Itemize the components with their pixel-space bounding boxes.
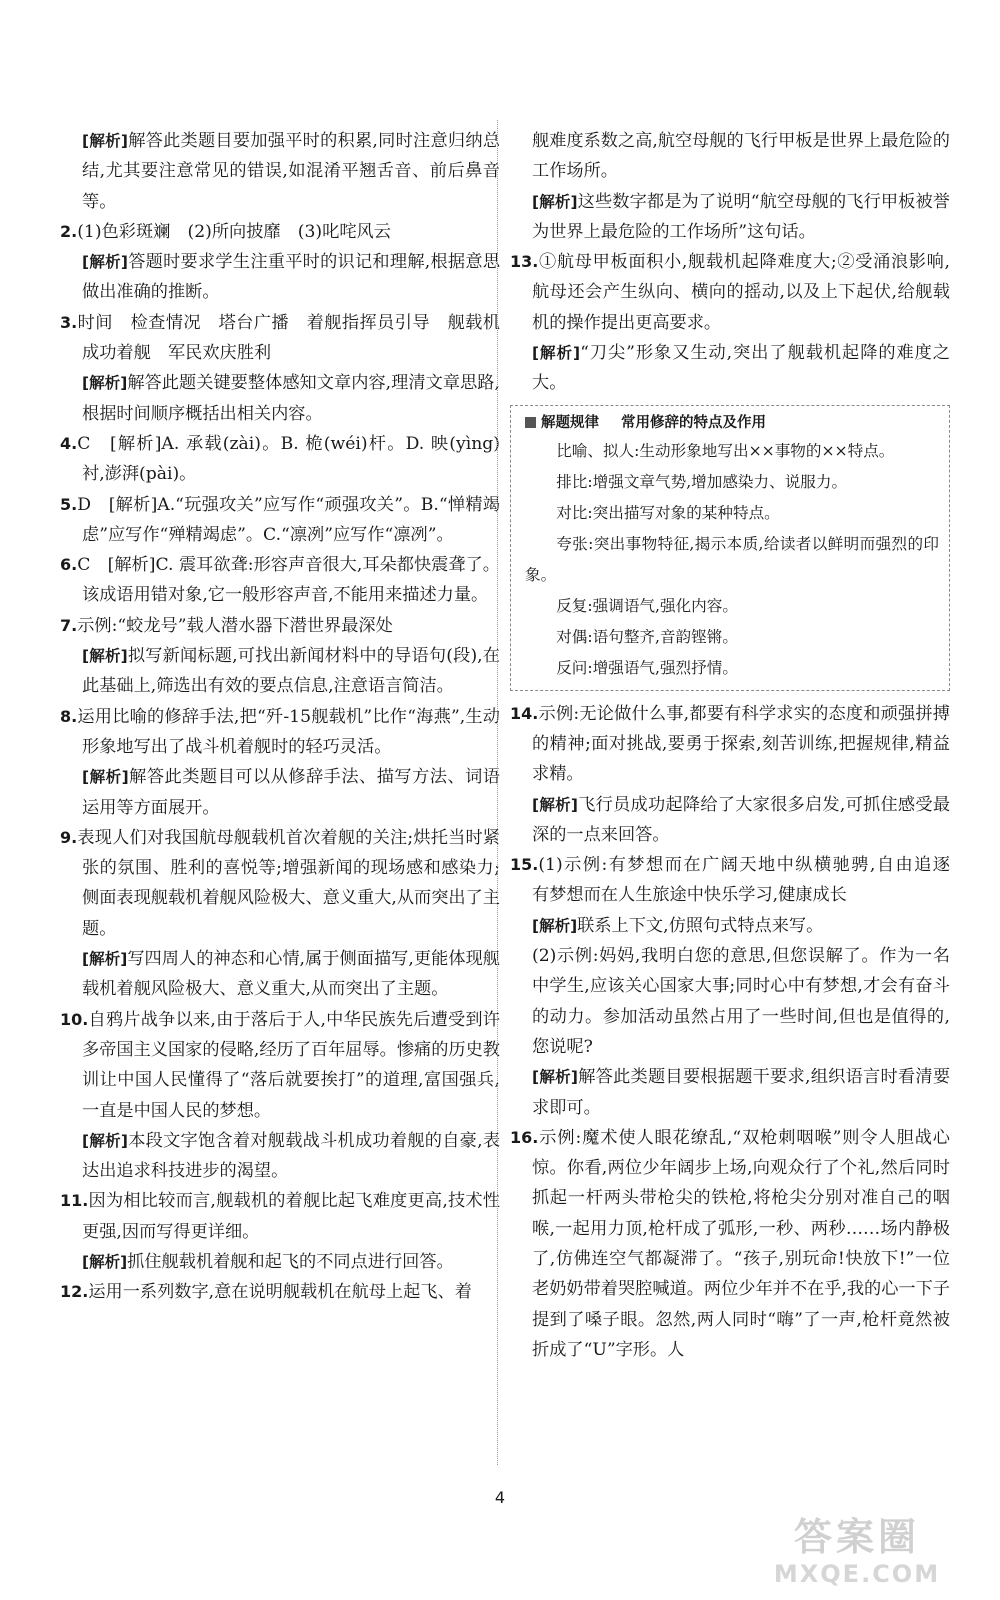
analysis-paragraph xyxy=(60,126,500,217)
tip-line: 排比:增强文章气势,增加感染力、说服力。 xyxy=(556,472,848,491)
watermark xyxy=(742,1514,972,1588)
right-column xyxy=(510,126,968,1365)
analysis-tag: [解析] xyxy=(82,1131,128,1150)
paragraph-text: C [解析]A. 承载(zài)。B. 桅(wéi)杆。D. 映(yìng)衬,澎湃(pài)。 xyxy=(77,433,500,485)
tip-box-title: 常用修辞的特点及作用 xyxy=(621,414,766,431)
question-number: 11. xyxy=(60,1191,89,1211)
analysis-paragraph xyxy=(60,762,500,823)
analysis-paragraph xyxy=(60,247,500,308)
analysis-tag: [解析] xyxy=(532,916,578,935)
paragraph-text: 运用一系列数字,意在说明舰载机在航母上起飞、着 xyxy=(88,1282,472,1303)
analysis-tag: [解析] xyxy=(82,1252,128,1271)
tip-line: 夸张:突出事物特征,揭示本质,给读者以鲜明而强烈的印象。 xyxy=(525,534,939,584)
paragraph-text: ①航母甲板面积小,舰载机起降难度大;②受涌浪影响,航母还会产生纵向、横向的摇动,以及上下起伏,给舰载机的操作提出更高要求。 xyxy=(532,252,950,333)
question-number: 7. xyxy=(60,615,78,635)
answer-item xyxy=(510,941,950,1062)
paragraph-text: 答题时要求学生注重平时的识记和理解,根据意思做出准确的推断。 xyxy=(82,252,501,303)
answer-item xyxy=(510,850,968,911)
analysis-paragraph xyxy=(510,1062,950,1123)
column-divider xyxy=(497,120,498,1465)
paragraph-text: 本段文字饱含着对舰载战斗机成功着舰的自豪,表达出追求科技进步的渴望。 xyxy=(82,1130,501,1182)
analysis-paragraph xyxy=(60,1247,500,1277)
answer-item xyxy=(60,1277,500,1307)
tip-box-label: 解题规律 xyxy=(541,414,599,431)
paragraph-text: 飞行员成功起降给了大家很多启发,可抓住感受最深的一点来回答。 xyxy=(532,794,951,845)
analysis-tag: [解析] xyxy=(82,132,128,150)
tip-line: 对偶:语句整齐,音韵铿锵。 xyxy=(556,627,738,646)
watermark-logo: 答案圈 xyxy=(793,1515,920,1559)
analysis-tag: [解析] xyxy=(82,253,128,272)
analysis-paragraph xyxy=(60,944,500,1005)
paragraph-text: (1)示例:有梦想而在广阔天地中纵横驰骋,自由追逐 有梦想而在人生旅途中快乐学习,健康成长 xyxy=(532,855,968,906)
paragraph-text: 解答此类题目要根据题干要求,组织语言时看清要求即可。 xyxy=(532,1067,951,1118)
paragraph-text: C [解析]C. 震耳欲聋:形容声音很大,耳朵都快震聋了。该成语用错对象,它一般形容声音,不能用来描述力量。 xyxy=(77,555,500,606)
paragraph-text: D [解析]A.“玩强攻关”应写作“顽强攻关”。B.“惮精竭虑”应写作“殚精竭虑”。C.“凛冽”应写作“凛冽”。 xyxy=(77,494,500,545)
answer-item xyxy=(60,217,500,247)
question-number: 2. xyxy=(60,221,78,241)
paragraph-text: 运用比喻的修辞手法,把“歼-15舰载机”比作“海燕”,生动形象地写出了战斗机着舰时的轻巧灵活。 xyxy=(77,706,500,757)
answer-item xyxy=(510,1123,950,1365)
answer-item xyxy=(60,550,500,611)
analysis-paragraph xyxy=(60,641,500,702)
tip-box-square-icon xyxy=(525,417,536,428)
analysis-paragraph xyxy=(510,911,950,941)
analysis-tag: [解析] xyxy=(532,192,578,211)
tip-box xyxy=(510,405,950,691)
answer-item xyxy=(60,429,500,490)
tip-line: 反复:强调语气,强化内容。 xyxy=(556,596,738,615)
watermark-url: MXQE.COM xyxy=(773,1560,941,1588)
answer-item xyxy=(60,611,500,641)
question-number: 16. xyxy=(510,1127,539,1147)
tip-line: 比喻、拟人:生动形象地写出××事物的××特点。 xyxy=(556,441,895,460)
tip-box-lines xyxy=(525,436,939,684)
analysis-tag: [解析] xyxy=(532,1068,578,1087)
paragraph-text: 自鸦片战争以来,由于落后于人,中华民族先后遭受到许多帝国主义国家的侵略,经历了百年屈辱。惨痛的历史教训让中国人民懂得了“落后就要挨打”的道理,富国强兵,一直是中国人民的梦想。 xyxy=(82,1009,500,1121)
analysis-tag: [解析] xyxy=(82,768,129,787)
question-number: 12. xyxy=(60,1282,89,1302)
analysis-tag: [解析] xyxy=(82,647,128,666)
paragraph-text: 示例:“蛟龙号”载人潜水器下潜世界最深处 xyxy=(77,615,393,636)
analysis-paragraph xyxy=(510,187,950,248)
right-column-bottom xyxy=(510,699,968,1366)
paragraph-text: 时间 检查情况 塔台广播 着舰指挥员引导 舰载机成功着舰 军民欢庆胜利 xyxy=(77,312,500,364)
analysis-tag: [解析] xyxy=(532,344,581,363)
analysis-tag: [解析] xyxy=(532,795,578,814)
answer-item xyxy=(60,490,500,551)
analysis-paragraph xyxy=(510,790,950,851)
tip-box-header xyxy=(525,410,939,436)
question-number: 8. xyxy=(60,706,78,726)
paragraph-text: 拟写新闻标题,可找出新闻材料中的导语句(段),在此基础上,筛选出有效的要点信息,注意语言简洁。 xyxy=(82,646,500,697)
paragraph-text: 示例:无论做什么事,都要有科学求实的态度和顽强拼搏的精神;面对挑战,要勇于探索,刻苦训练,把握规律,精益求精。 xyxy=(532,703,950,785)
answer-item xyxy=(60,1186,500,1247)
left-column xyxy=(60,126,500,1308)
paragraph-text: 解答此类题目可以从修辞手法、描写方法、词语运用等方面展开。 xyxy=(82,767,500,818)
analysis-paragraph xyxy=(60,368,500,429)
question-number: 13. xyxy=(510,252,539,272)
paragraph-text: 抓住舰载机着舰和起飞的不同点进行回答。 xyxy=(127,1251,454,1272)
paragraph-text: 示例:魔术使人眼花缭乱,“双枪刺咽喉”则令人胆战心惊。你看,两位少年阔步上场,向观众行了个礼,然后同时抓起一杆两头带枪尖的铁枪,将枪尖分别对准自己的咽喉,一起用力顶,枪杆成了弧形,一秒、两秒……场内静极了,仿佛连空气都凝滞了。“孩子,别玩命!快放下!”一位老奶奶带着哭腔喊道。两位少年并不在乎,我的心一下子提到了嗓子眼。忽然,两人同时“嗨”了一声,枪杆竟然被折成了“U”字形。人 xyxy=(532,1127,950,1360)
page-number: 4 xyxy=(494,1488,506,1507)
answer-item xyxy=(60,1005,500,1126)
paragraph-text: “刀尖”形象又生动,突出了舰载机起降的难度之大。 xyxy=(532,343,950,394)
answer-item xyxy=(60,308,500,369)
question-number: 5. xyxy=(60,494,78,514)
paragraph-text: 解答此题关键要整体感知文章内容,理清文章思路,根据时间顺序概括出相关内容。 xyxy=(82,373,500,424)
paragraph-text: 解答此类题目要加强平时的积累,同时注意归纳总结,尤其要注意常见的错误,如混淆平翘舌音、前后鼻音等。 xyxy=(82,131,501,212)
question-number: 15. xyxy=(510,855,539,875)
paragraph-text: 因为相比较而言,舰载机的着舰比起飞难度更高,技术性更强,因而写得更详细。 xyxy=(82,1191,500,1242)
analysis-paragraph xyxy=(60,1126,500,1187)
answer-item xyxy=(510,126,950,187)
question-number: 6. xyxy=(60,555,78,575)
paragraph-text: (1)色彩斑斓 (2)所向披靡 (3)叱咤风云 xyxy=(77,221,391,242)
paragraph-text: 这些数字都是为了说明“航空母舰的飞行甲板被誉为世界上最危险的工作场所”这句话。 xyxy=(532,191,950,242)
paragraph-text: 写四周人的神态和心情,属于侧面描写,更能体现舰载机着舰风险极大、意义重大,从而突出了主题。 xyxy=(82,949,500,1000)
paragraph-text: (2)示例:妈妈,我明白您的意思,但您误解了。作为一名中学生,应该关心国家大事;同时心中有梦想,才会有奋斗的动力。参加活动虽然占用了一些时间,但也是值得的,您说呢? xyxy=(532,946,950,1057)
analysis-paragraph xyxy=(510,338,950,399)
tip-line: 反问:增强语气,强烈抒情。 xyxy=(556,658,738,677)
tip-line: 对比:突出描写对象的某种特点。 xyxy=(556,503,780,522)
question-number: 9. xyxy=(60,827,78,847)
analysis-tag: [解析] xyxy=(82,950,128,969)
question-number: 4. xyxy=(60,433,78,453)
answer-item xyxy=(510,699,950,790)
paragraph-text: 舰难度系数之高,航空母舰的飞行甲板是世界上最危险的工作场所。 xyxy=(532,131,950,182)
answer-item xyxy=(510,247,950,338)
right-column-top xyxy=(510,126,950,399)
analysis-tag: [解析] xyxy=(82,374,128,393)
answer-item xyxy=(60,702,500,763)
answer-item xyxy=(60,823,500,944)
paragraph-text: 联系上下文,仿照句式特点来写。 xyxy=(577,915,824,936)
question-number: 3. xyxy=(60,312,78,332)
paragraph-text: 表现人们对我国航母舰载机首次着舰的关注;烘托当时紧张的氛围、胜利的喜悦等;增强新闻的现场感和感染力;侧面表现舰载机着舰风险极大、意义重大,从而突出了主题。 xyxy=(77,827,500,939)
question-number: 14. xyxy=(510,703,539,723)
question-number: 10. xyxy=(60,1009,89,1029)
